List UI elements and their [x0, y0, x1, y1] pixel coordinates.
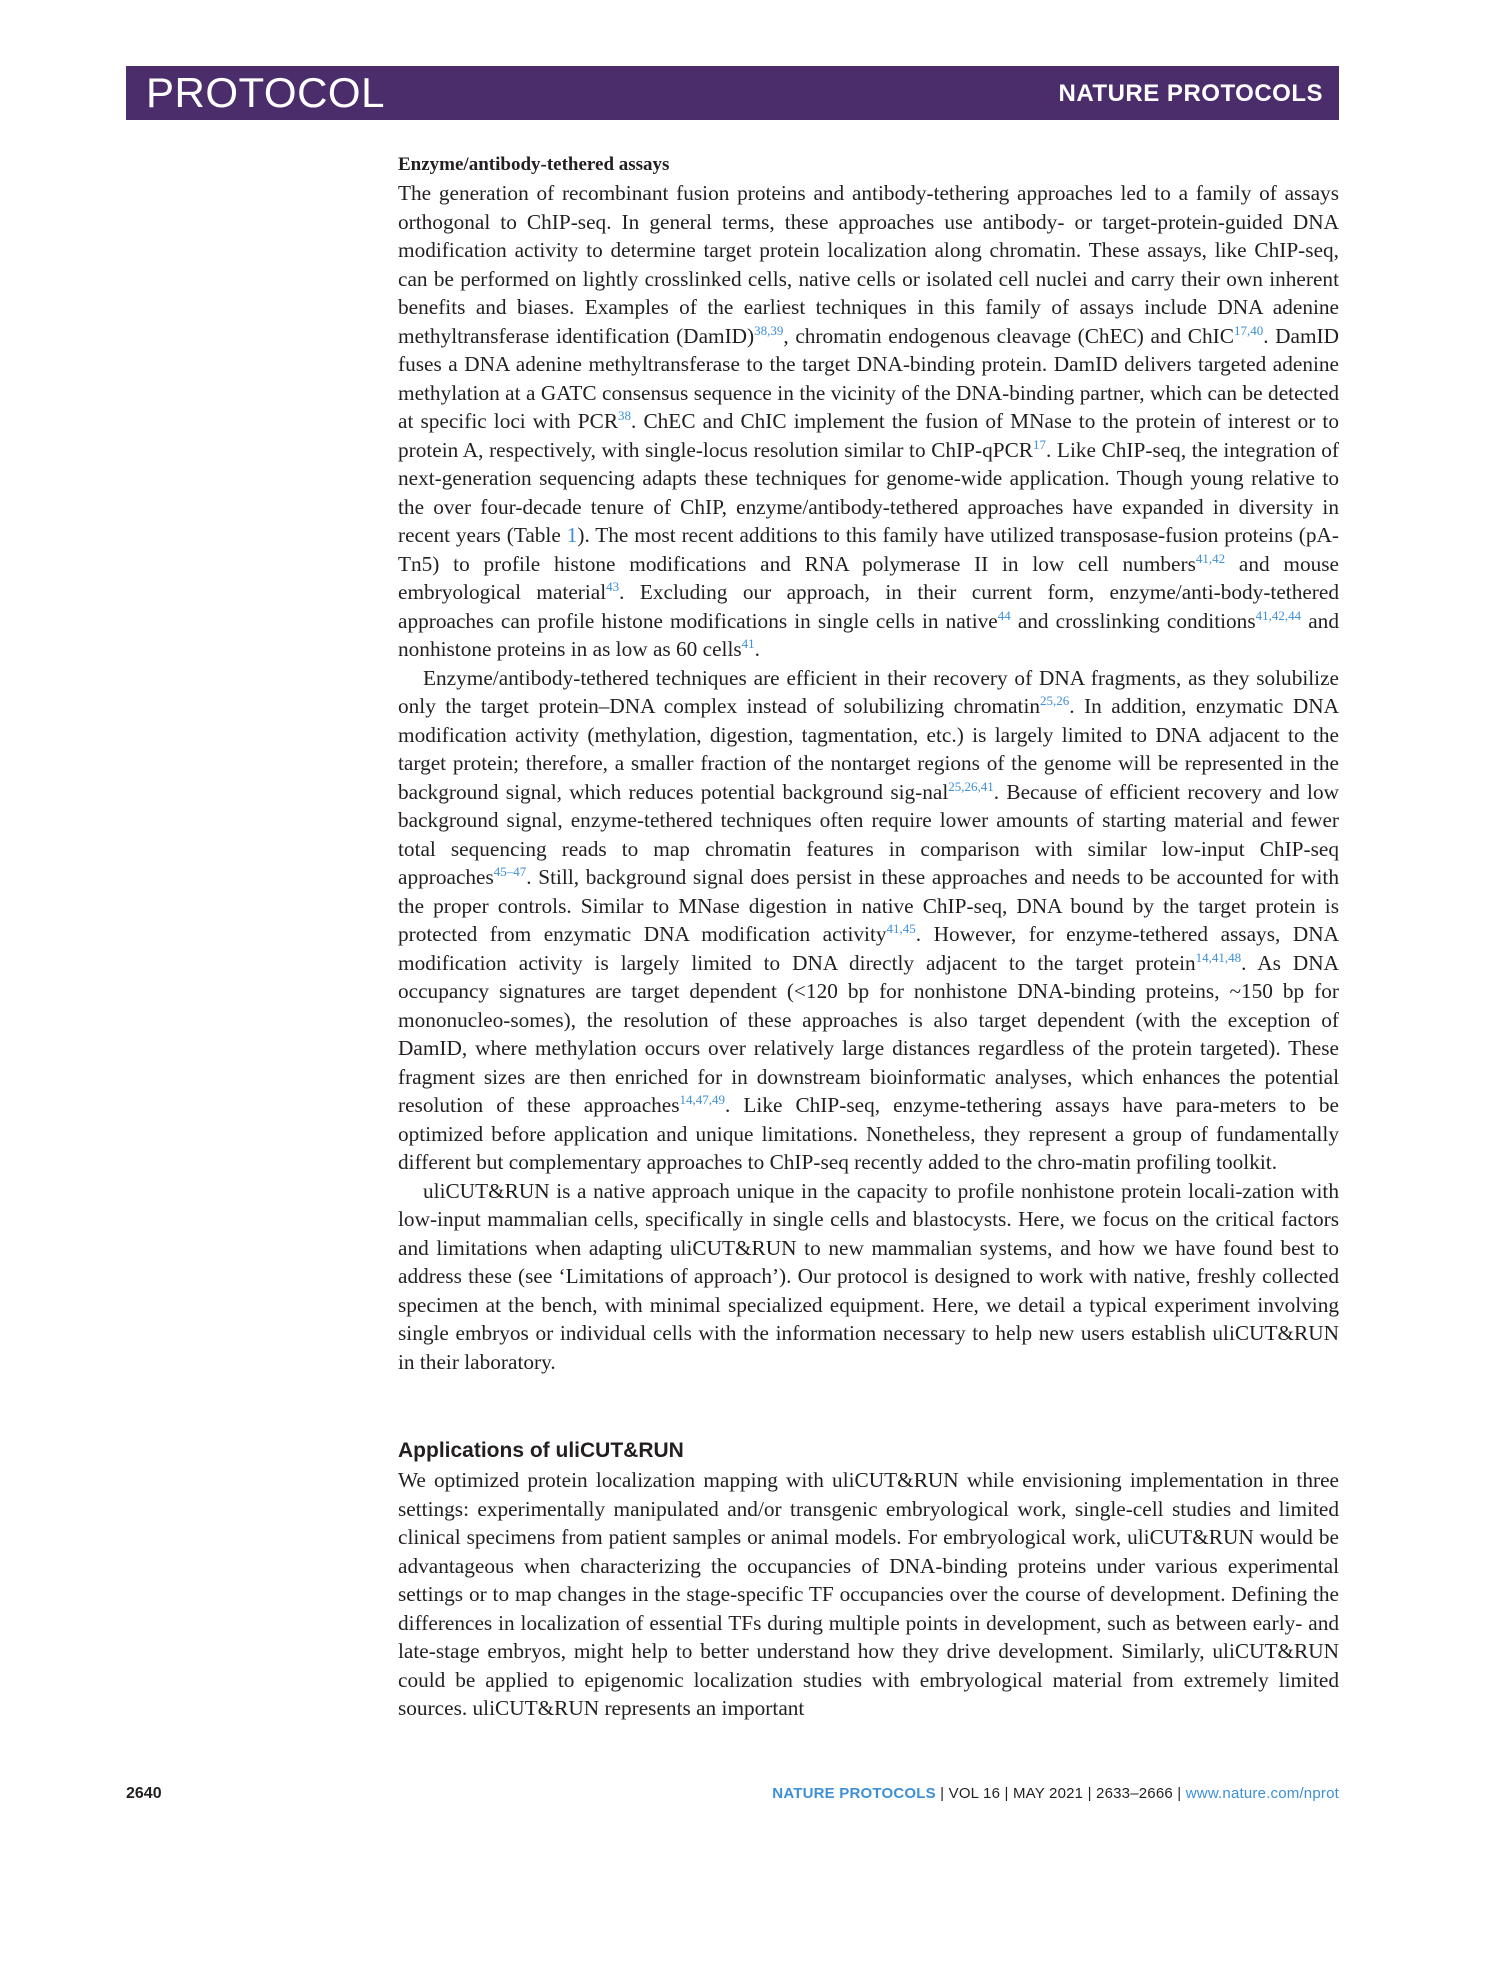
- reference-link[interactable]: 41: [741, 636, 755, 651]
- reference-link[interactable]: 41,42,44: [1255, 607, 1302, 623]
- table-link[interactable]: 1: [566, 523, 578, 547]
- reference-link[interactable]: 41,45: [886, 921, 916, 936]
- text-run: . Because of efficient recovery and low background signal, enzyme-tethered techniques often require lower amounts of starting material and fewer total sequencing reads to map chromatin features in comparison with similar low-input ChIP-seq approaches: [398, 779, 1340, 889]
- text-run: . However, for enzyme-tethered assays, DNA modification activity is largely limited to DNA directly adjacent to the target protein: [398, 922, 1339, 975]
- section-label: PROTOCOL: [146, 69, 385, 116]
- text-run: ). The most recent additions to this family have utilized transposase-fusion proteins (pA-Tn5) to profile histone modifications and RNA polymerase II in low cell numbers: [398, 523, 1339, 576]
- journal-name: NATURE PROTOCOLS: [772, 1785, 936, 1802]
- text-run: and crosslinking conditions: [1010, 608, 1256, 633]
- reference-link[interactable]: 44: [997, 607, 1011, 623]
- header-banner: [126, 66, 1339, 120]
- text-run: The generation of recombinant fusion proteins and antibody-tethering approaches led to a family of assays orthogonal to ChIP-seq. In general terms, these approaches use antibody- or target-protein-guided DNA modification activity to determine target protein localization along chromatin. These assays, like ChIP-seq, can be performed on lightly crosslinked cells, native cells or isolated cell nuclei and carry their own inherent benefits and biases. Examples of the earliest techniques in this family of assays include DNA adenine methyltransferase identification (DamID): [398, 181, 1339, 348]
- text-run: . DamID fuses a DNA adenine methyltransferase to the target DNA-binding protein. DamID delivers targeted adenine methylation at a GATC consensus sequence in the vicinity of the DNA-binding partner, which can be detected at specific loci with PCR: [398, 323, 1339, 433]
- paragraph: [398, 664, 1339, 1177]
- text-run: Enzyme/antibody-tethered techniques are efficient in their recovery of DNA fragments, as they solubilize only the target protein–DNA complex instead of solubilizing chromatin: [398, 665, 1339, 718]
- reference-link[interactable]: 43: [606, 579, 620, 594]
- reference-link[interactable]: 17,40: [1233, 322, 1264, 338]
- journal-label: NATURE PROTOCOLS: [1058, 80, 1323, 107]
- reference-link[interactable]: 25,26,41: [948, 778, 994, 794]
- text-run: . Like ChIP-seq, the integration of next-generation sequencing adapts these techniques for genome-wide application. Though young relative to the over four-decade tenure of ChIP, enzyme/antibody-tethered approaches have expanded in diversity in recent years (Table: [398, 437, 1339, 547]
- text-run: .: [754, 637, 760, 661]
- paragraph: [398, 179, 1339, 664]
- page-footer: [126, 1785, 1339, 1809]
- reference-link[interactable]: 45–47: [493, 864, 527, 879]
- article-body: [398, 151, 1339, 1723]
- subsection-heading: Enzyme/antibody-tethered assays: [398, 154, 670, 175]
- reference-link[interactable]: 38: [618, 408, 632, 423]
- paragraph: We optimized protein localization mapping with uliCUT&RUN while envisioning implementation in three settings: experimentally manipulated and/or transgenic embryological work, single-cell studies and limited clinical specimens from patient samples or animal models. For embryological work, uliCUT&RUN would be advantageous when characterizing the occupancies of DNA-binding proteins under various experimental settings or to map changes in the stage-specific TF occupancies over the course of development. Defining the differences in localization of essential TFs during multiple points in development, such as between early- and late-stage embryos, might help to better understand how they drive development. Similarly, uliCUT&RUN could be applied to epigenomic localization studies with embryological material from extremely limited sources. uliCUT&RUN represents an important: [398, 1468, 1339, 1720]
- text-run: . Like ChIP-seq, enzyme-tethering assays have para-meters to be optimized before application and unique limitations. Nonetheless, they represent a group of fundamentally different but complementary approaches to ChIP-seq recently added to the chro-matin profiling toolkit.: [398, 1093, 1339, 1174]
- reference-link[interactable]: 14,47,49: [679, 1092, 726, 1107]
- page-number: 2640: [126, 1785, 162, 1802]
- paragraph: uliCUT&RUN is a native approach unique in the capacity to profile nonhistone protein locali-zation with low-input mammalian cells, specifically in single cells and blastocysts. Here, we focus on the critical factors and limitations when adapting uliCUT&RUN to new mammalian systems, and how we have found best to address these (see ‘Limitations of approach’). Our protocol is designed to work with native, freshly collected specimen at the bench, with minimal specialized equipment. Here, we detail a typical experiment involving single embryos or individual cells with the information necessary to help new users establish uliCUT&RUN in their laboratory.: [398, 1178, 1339, 1374]
- text-run: . ChEC and ChIC implement the fusion of MNase to the protein of interest or to protein A, respectively, with single-locus resolution similar to ChIP-qPCR: [398, 409, 1339, 462]
- issue-info: | VOL 16 | MAY 2021 | 2633–2666 |: [935, 1785, 1186, 1802]
- section-heading: Applications of uliCUT&RUN: [398, 1439, 684, 1462]
- journal-url-link[interactable]: www.nature.com/nprot: [1185, 1785, 1339, 1802]
- text-run: . Excluding our approach, in their current form, enzyme/anti-body-tethered approaches can profile histone modifications in single cells in native: [398, 580, 1339, 633]
- text-run: . As DNA occupancy signatures are target dependent (<120 bp for nonhistone DNA-binding proteins, ~150 bp for mononucleo-somes), the resolution of these approaches is also target dependent (with the exception of DamID, where methylation occurs over relatively large distances regardless of the protein targeted). These fragment sizes are then enriched for in downstream bioinformatic analyses, which enhances the potential resolution of these approaches: [398, 950, 1339, 1117]
- citation-line: [772, 1785, 1339, 1802]
- reference-link[interactable]: 25,26: [1040, 693, 1070, 708]
- reference-link[interactable]: 17: [1033, 436, 1046, 452]
- reference-link[interactable]: 38,39: [754, 322, 784, 338]
- reference-link[interactable]: 14,41,48: [1195, 949, 1242, 965]
- text-run: and mouse embryological material: [398, 551, 1339, 604]
- text-run: and nonhistone proteins in as low as 60 cells: [398, 608, 1339, 661]
- text-run: . In addition, enzymatic DNA modification activity (methylation, digestion, tagmentation, etc.) is largely limited to DNA adjacent to the target protein; therefore, a smaller fraction of the nontarget regions of the genome will be represented in the background signal, which reduces potential background sig-nal: [398, 694, 1339, 804]
- text-run: . Still, background signal does persist in these approaches and needs to be accounted for with the proper controls. Similar to MNase digestion in native ChIP-seq, DNA bound by the target protein is protected from enzymatic DNA modification activity: [398, 865, 1339, 946]
- reference-link[interactable]: 41,42: [1195, 550, 1226, 566]
- text-run: , chromatin endogenous cleavage (ChEC) and ChIC: [783, 323, 1234, 348]
